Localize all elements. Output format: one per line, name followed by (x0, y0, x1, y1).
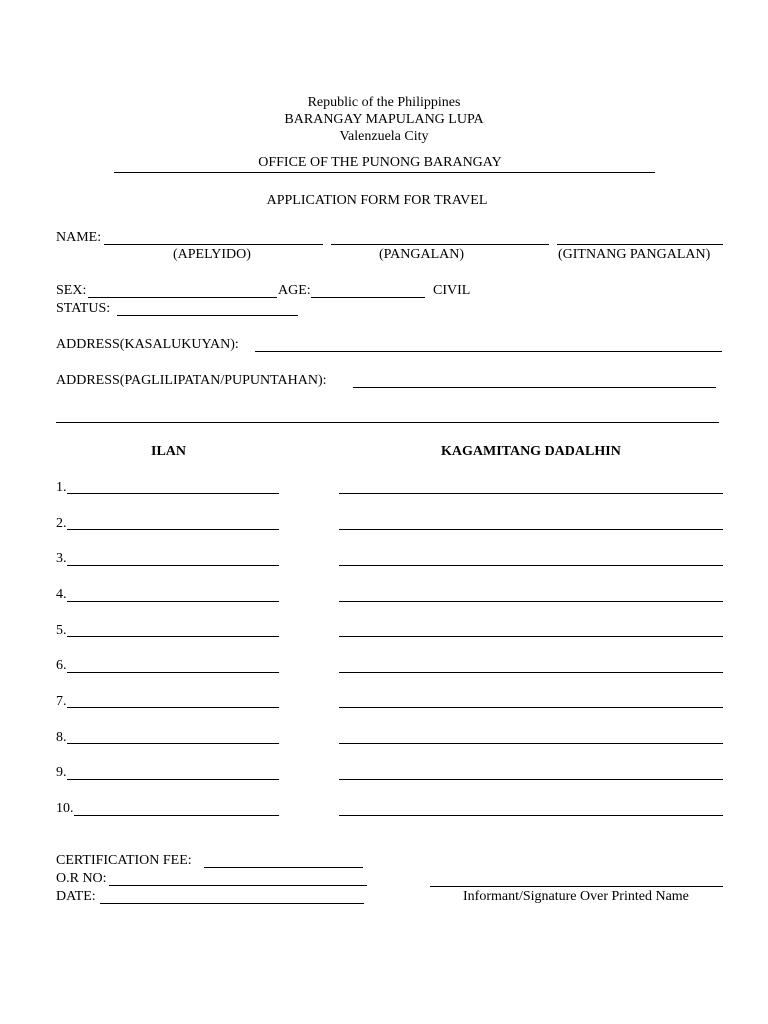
age-field[interactable] (311, 297, 425, 298)
item-field[interactable] (339, 779, 723, 780)
qty-field[interactable] (67, 601, 279, 602)
current-address-label: ADDRESS(KASALUKUYAN): (56, 337, 239, 352)
city-heading: Valenzuela City (339, 129, 429, 144)
row-number: 1. (56, 480, 67, 495)
item-field[interactable] (339, 707, 723, 708)
qty-field[interactable] (74, 815, 279, 816)
qty-field[interactable] (67, 743, 279, 744)
item-field[interactable] (339, 493, 723, 494)
destination-address-field-line2[interactable] (56, 422, 719, 423)
row-number: 2. (56, 516, 67, 531)
or-number-field[interactable] (109, 885, 367, 886)
row-number: 8. (56, 730, 67, 745)
sex-label: SEX: (56, 283, 87, 298)
office-heading: OFFICE OF THE PUNONG BARANGAY (258, 155, 502, 170)
civil-status-field[interactable] (117, 315, 298, 316)
row-number: 7. (56, 694, 67, 709)
surname-field[interactable] (104, 244, 323, 245)
sex-field[interactable] (88, 297, 277, 298)
name-label: NAME: (56, 230, 102, 245)
fee-label: CERTIFICATION FEE: (56, 853, 192, 868)
signature-caption: Informant/Signature Over Printed Name (463, 889, 689, 904)
items-header: KAGAMITANG DADALHIN (441, 444, 621, 459)
item-field[interactable] (339, 636, 723, 637)
age-label: AGE: (278, 283, 311, 298)
middle-name-caption: (GITNANG PANGALAN) (558, 247, 711, 262)
row-number: 5. (56, 623, 67, 638)
status-label: STATUS: (56, 301, 111, 316)
row-number: 10. (56, 801, 74, 816)
qty-field[interactable] (67, 565, 279, 566)
qty-field[interactable] (67, 493, 279, 494)
republic-heading: Republic of the Philippines (307, 95, 461, 110)
qty-field[interactable] (67, 707, 279, 708)
civil-label: CIVIL (433, 283, 471, 298)
row-number: 4. (56, 587, 67, 602)
signature-field[interactable] (430, 886, 723, 887)
date-label: DATE: (56, 889, 96, 904)
item-field[interactable] (339, 565, 723, 566)
surname-caption: (APELYIDO) (173, 247, 251, 262)
row-number: 6. (56, 658, 67, 673)
qty-header: ILAN (151, 444, 187, 459)
qty-field[interactable] (67, 672, 279, 673)
fee-field[interactable] (204, 867, 363, 868)
destination-address-label: ADDRESS(PAGLILIPATAN/PUPUNTAHAN): (56, 373, 327, 388)
qty-field[interactable] (67, 636, 279, 637)
given-name-field[interactable] (331, 244, 549, 245)
item-field[interactable] (339, 529, 723, 530)
row-number: 9. (56, 765, 67, 780)
qty-field[interactable] (67, 529, 279, 530)
item-field[interactable] (339, 743, 723, 744)
date-field[interactable] (100, 903, 364, 904)
form-title: APPLICATION FORM FOR TRAVEL (266, 193, 488, 208)
or-number-label: O.R NO: (56, 871, 107, 886)
middle-name-field[interactable] (557, 244, 723, 245)
destination-address-field[interactable] (353, 387, 716, 388)
given-name-caption: (PANGALAN) (379, 247, 465, 262)
row-number: 3. (56, 551, 67, 566)
item-field[interactable] (339, 601, 723, 602)
current-address-field[interactable] (255, 351, 722, 352)
qty-field[interactable] (67, 779, 279, 780)
office-underline (114, 172, 655, 173)
item-field[interactable] (339, 672, 723, 673)
barangay-heading: BARANGAY MAPULANG LUPA (284, 112, 484, 127)
item-field[interactable] (339, 815, 723, 816)
